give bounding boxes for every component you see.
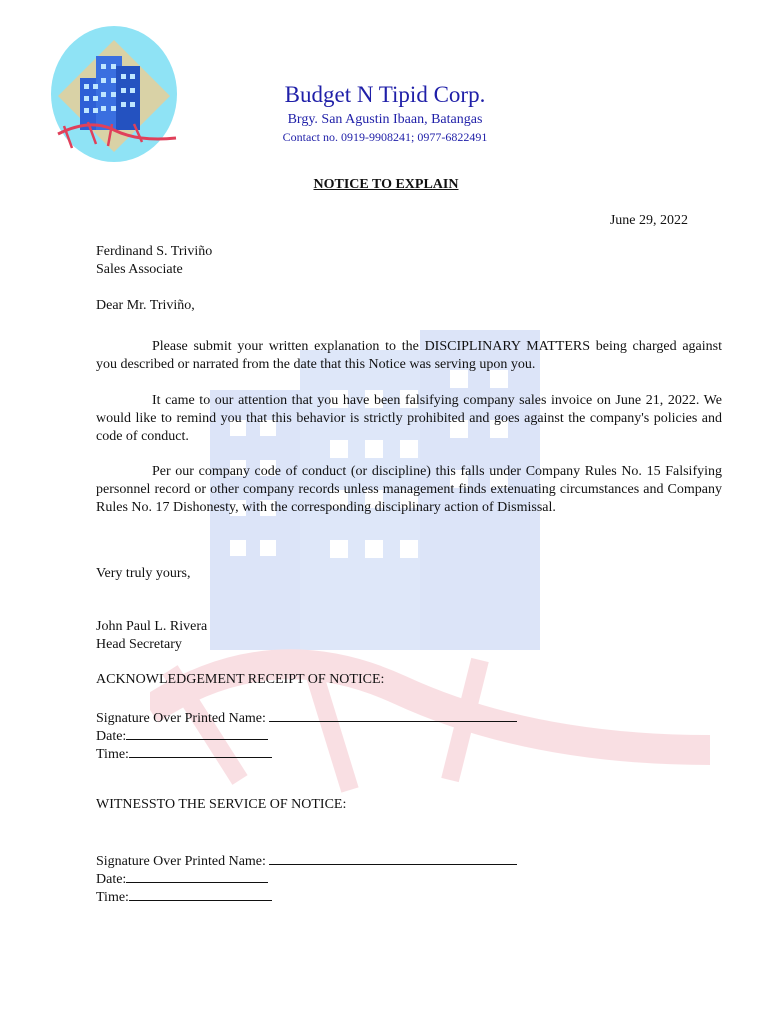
acknowledgement-heading: ACKNOWLEDGEMENT RECEIPT OF NOTICE:	[96, 672, 385, 687]
company-contact: Contact no. 0919-9908241; 0977-6822491	[282, 130, 488, 144]
date-label: Date:	[96, 872, 127, 887]
company-address: Brgy. San Agustin Ibaan, Batangas	[287, 112, 483, 127]
signature-label: Signature Over Printed Name:	[96, 854, 266, 869]
time-blank-line	[129, 886, 272, 901]
date-label: Date:	[96, 729, 127, 744]
time-blank-line	[129, 743, 272, 758]
signature-label: Signature Over Printed Name:	[96, 711, 266, 726]
date-blank-line	[126, 725, 268, 740]
time-label: Time:	[96, 747, 129, 762]
closing: Very truly yours,	[96, 566, 191, 581]
witness-time-field	[96, 886, 272, 907]
company-name: Budget N Tipid Corp.	[284, 82, 486, 107]
company-logo-buildings-icon	[50, 26, 180, 164]
time-label: Time:	[96, 890, 129, 905]
body-paragraph: Please submit your written explanation to the DISCIPLINARY MATTERS being charged against you described or narrated from the date that this Notice was serving upon you.	[96, 339, 722, 372]
acknowledgement-time-field	[96, 743, 272, 764]
recipient-position: Sales Associate	[96, 262, 183, 277]
body-paragraph: Per our company code of conduct (or discipline) this falls under Company Rules No. 15 Falsifying personnel record or other company records unless management finds extenuating circumstances and Company Rules No. 17 Dishonesty, with the corresponding disciplinary action of Dismissal.	[96, 464, 722, 515]
document-title: NOTICE TO EXPLAIN	[313, 177, 459, 192]
recipient-name: Ferdinand S. Triviño	[96, 244, 213, 259]
sender-name: John Paul L. Rivera	[96, 619, 208, 634]
date-blank-line	[126, 868, 268, 883]
letter-date: June 29, 2022	[609, 213, 688, 228]
sender-position: Head Secretary	[96, 637, 182, 652]
witness-heading: WITNESSTO THE SERVICE OF NOTICE:	[96, 797, 347, 812]
signature-blank-line	[269, 707, 517, 722]
salutation: Dear Mr. Triviño,	[96, 298, 195, 313]
body-paragraph: It came to our attention that you have been falsifying company sales invoice on June 21, 2022. We would like to remind you that this behavior is strictly prohibited and goes against the company's policies and code of conduct.	[96, 393, 722, 444]
signature-blank-line	[269, 850, 517, 865]
